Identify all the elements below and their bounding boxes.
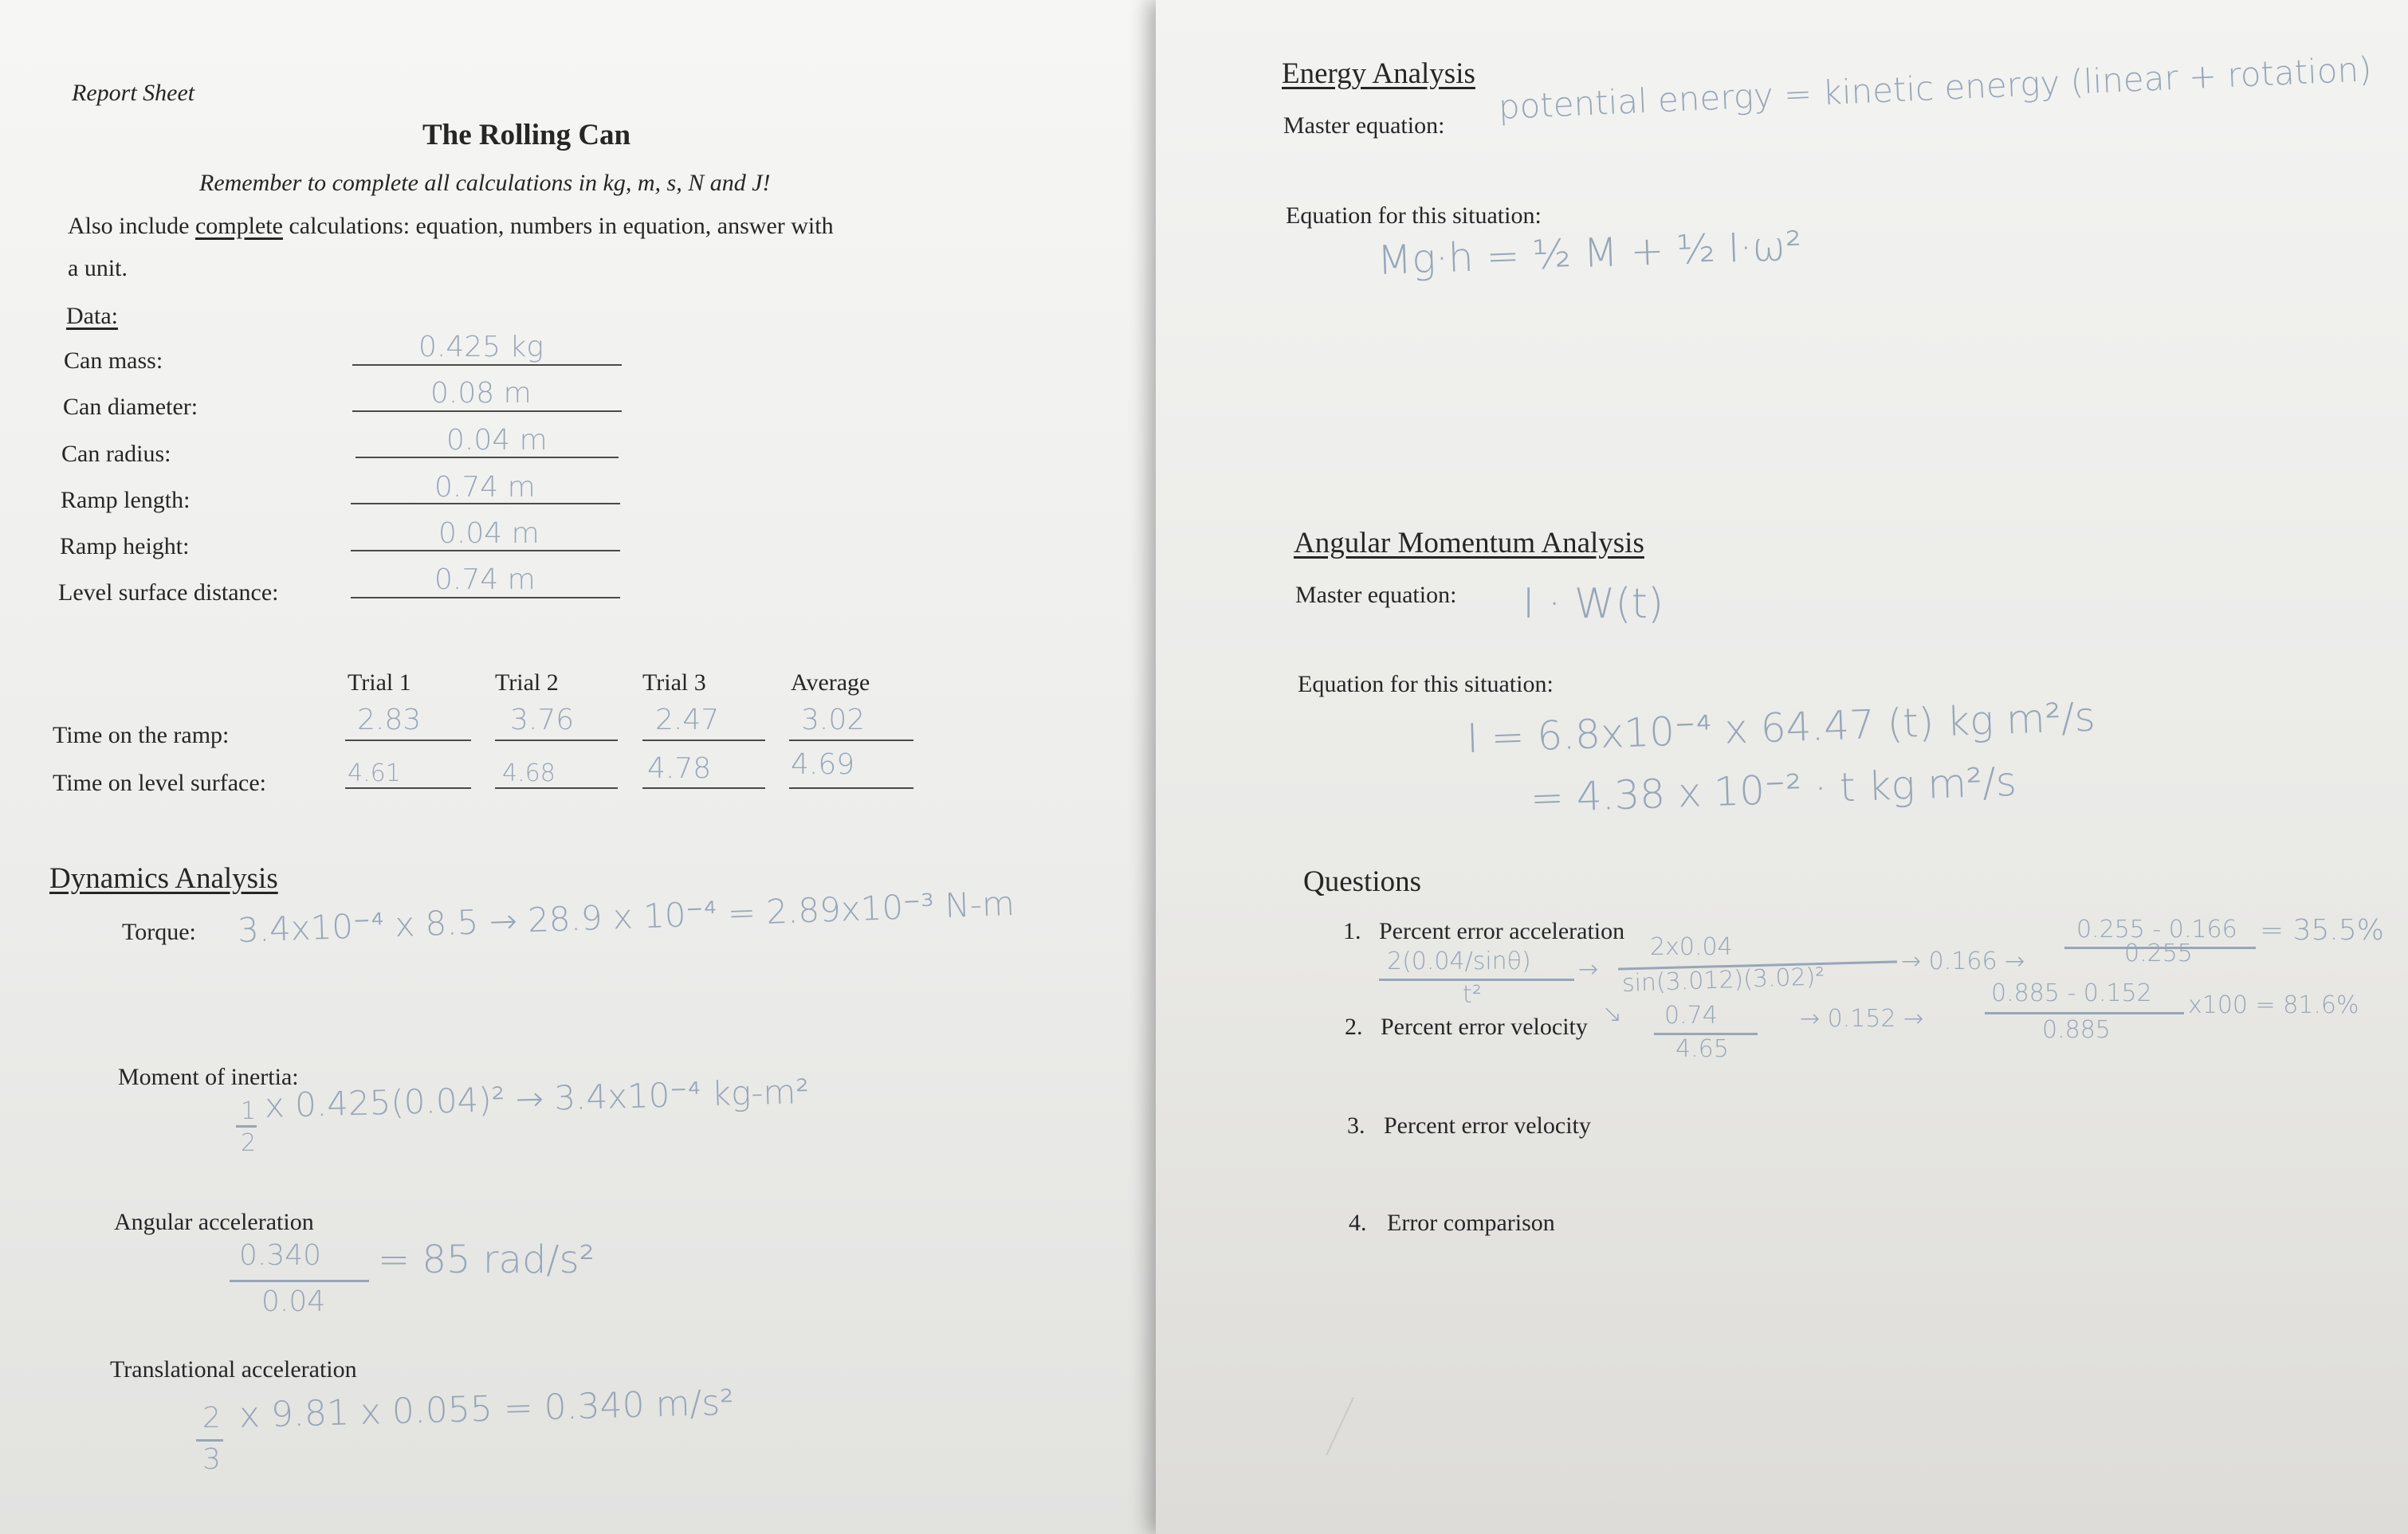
q1-fraction-3-numerator: 0.255 - 0.166 [2076,916,2237,944]
trans-fraction-bar [196,1439,223,1442]
angular-momentum-heading: Angular Momentum Analysis [1294,527,1644,559]
trial-answer-line [789,787,913,789]
q1-result: = 35.5% [2260,914,2384,947]
left-report-page [0,0,1156,1534]
translational-acceleration-label: Translational acceleration [110,1356,357,1383]
trial-answer-line [345,787,471,789]
trans-work: x 9.81 x 0.055 = 0.340 m/s² [238,1382,735,1436]
data-answer-line [356,457,619,458]
q1-fraction-3-denominator: 0.255 [2124,940,2193,967]
trial-header-3: Trial 3 [642,669,706,696]
data-label-level-distance: Level surface distance: [58,579,279,606]
data-label-ramp-height: Ramp height: [60,533,190,559]
question-4-text: Error comparison [1387,1210,1555,1236]
level-time-average: 4.69 [791,748,855,781]
data-value-ramp-length: 0.74 m [434,471,536,504]
trial-answer-line [495,740,618,741]
energy-master-label: Master equation: [1283,112,1445,139]
instructions-text-b: calculations: equation, numbers in equation, answer with [282,213,834,239]
q2-fraction-2-bar [1985,1012,2184,1014]
data-value-can-radius: 0.04 m [446,424,548,457]
down-right-arrow-icon: ↘ [1602,1000,1623,1028]
level-time-trial-1: 4.61 [348,759,401,787]
angular-acc-fraction-bar [230,1280,369,1282]
moi-fraction-numerator: 1 [241,1097,257,1125]
ramp-time-trial-2: 3.76 [510,704,575,736]
pencil-stroke-mark [1326,1397,1354,1455]
instructions-emphasis: complete [194,213,283,239]
torque-work: 3.4x10⁻⁴ x 8.5 → 28.9 x 10⁻⁴ = 2.89x10⁻³ N-m [237,883,1015,950]
q1-fraction-2-numerator: 2x0.04 [1650,933,1733,961]
moi-fraction-denominator: 2 [241,1129,257,1157]
ramp-time-trial-3: 2.47 [655,704,720,736]
instructions-line-1 [68,213,834,239]
trial-answer-line [345,740,471,741]
torque-label: Torque: [122,919,196,945]
energy-master-equation: potential energy = kinetic energy (linear + rotation) [1497,49,2373,127]
question-3-number: 3. [1347,1112,1365,1139]
data-value-ramp-height: 0.04 m [438,517,540,550]
report-sheet-label: Report Sheet [72,80,195,106]
instructions-line-2: a unit. [68,255,128,281]
level-time-label: Time on level surface: [53,770,266,796]
moi-fraction-bar [236,1125,257,1128]
q2-result: x100 = 81.6% [2188,991,2359,1019]
q2-fraction-1-numerator: 0.74 [1664,1002,1718,1030]
page-title: The Rolling Can [422,119,631,151]
level-time-trial-3: 4.78 [647,752,712,785]
angmom-situation-label: Equation for this situation: [1298,671,1554,697]
angmom-equation-line-1: I = 6.8x10⁻⁴ x 64.47 (t) kg m²/s [1465,693,2096,762]
data-label-ramp-length: Ramp length: [61,487,191,513]
moment-of-inertia-label: Moment of inertia: [118,1064,299,1090]
level-time-trial-2: 4.68 [502,759,556,787]
data-label-can-diameter: Can diameter: [63,394,198,420]
trans-fraction-denominator: 3 [202,1443,221,1476]
instructions-text-a: Also include [68,213,195,239]
data-label-can-radius: Can radius: [61,441,171,467]
ramp-time-label: Time on the ramp: [53,722,230,748]
angular-acceleration-label: Angular acceleration [114,1209,314,1235]
q1-fraction-1-denominator: t² [1463,981,1482,1009]
dynamics-heading: Dynamics Analysis [49,862,278,895]
question-1-number: 1. [1343,918,1361,944]
ramp-time-trial-1: 2.83 [357,704,422,736]
ramp-time-average: 3.02 [801,704,866,736]
data-value-level-distance: 0.74 m [434,563,536,596]
units-reminder: Remember to complete all calculations in kg, m, s, N and J! [199,170,771,196]
trial-answer-line [642,787,765,789]
angular-acc-numerator: 0.340 [239,1239,322,1272]
energy-situation-equation: Mg·h = ½ M + ½ I·ω² [1376,222,1803,284]
data-answer-line [352,364,622,366]
question-1-text: Percent error acceleration [1379,918,1625,944]
data-label-can-mass: Can mass: [64,347,163,374]
question-2-number: 2. [1345,1014,1363,1040]
data-answer-line [351,550,620,551]
arrow-icon: → [1578,955,1599,983]
trial-header-average: Average [791,669,870,696]
right-report-page [1156,0,2408,1534]
trial-header-2: Trial 2 [495,669,559,696]
q2-fraction-1-denominator: 4.65 [1675,1035,1729,1063]
data-heading: Data: [66,303,118,329]
question-3-text: Percent error velocity [1384,1112,1591,1139]
q1-intermediate: → 0.166 → [1901,947,2025,975]
questions-heading: Questions [1303,865,1421,898]
q2-fraction-2-denominator: 0.885 [2042,1016,2111,1044]
q1-fraction-2-denominator: sin(3.012)(3.02)² [1621,963,1825,998]
angmom-master-equation: I · W(t) [1522,580,1664,628]
data-value-can-mass: 0.425 kg [418,331,544,363]
question-2-text: Percent error velocity [1381,1014,1588,1040]
trial-answer-line [495,787,618,789]
question-4-number: 4. [1349,1210,1367,1236]
angmom-master-label: Master equation: [1295,582,1457,608]
trial-header-1: Trial 1 [348,669,411,696]
q2-intermediate: → 0.152 → [1800,1005,1924,1033]
angular-acc-result: = 85 rad/s² [378,1238,595,1282]
data-value-can-diameter: 0.08 m [430,377,532,410]
data-answer-line [351,597,620,598]
angular-acc-denominator: 0.04 [261,1285,326,1318]
trial-answer-line [642,740,765,741]
moi-work: x 0.425(0.04)² → 3.4x10⁻⁴ kg-m² [264,1072,810,1125]
q1-fraction-1-numerator: 2(0.04/sinθ) [1387,947,1531,975]
trial-answer-line [789,740,913,741]
q2-fraction-2-numerator: 0.885 - 0.152 [1991,979,2152,1007]
trans-fraction-numerator: 2 [202,1402,221,1434]
data-answer-line [352,410,622,412]
energy-heading: Energy Analysis [1282,57,1475,90]
angmom-equation-line-2: = 4.38 x 10⁻² · t kg m²/s [1529,758,2017,822]
energy-situation-label: Equation for this situation: [1286,202,1542,229]
